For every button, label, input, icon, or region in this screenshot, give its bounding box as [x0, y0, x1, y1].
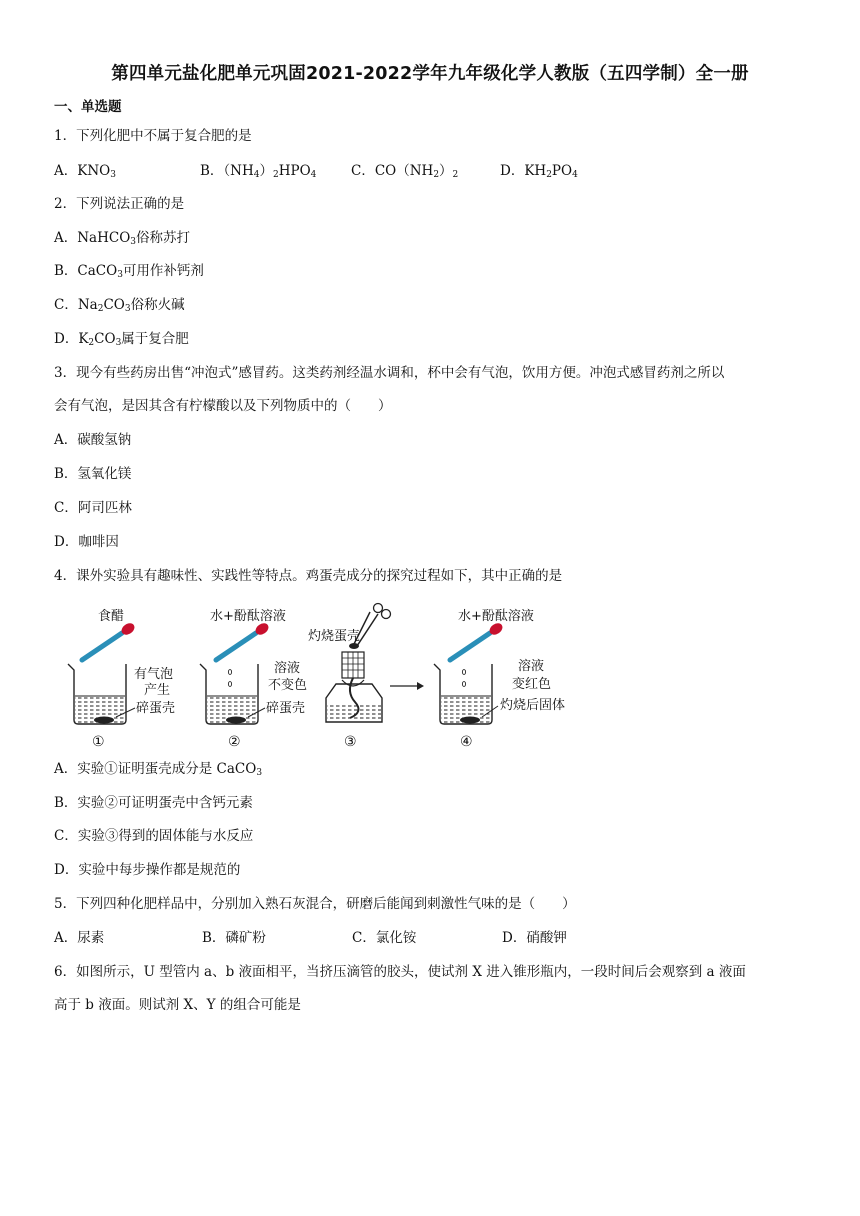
- experiment-diagram: [60, 596, 600, 756]
- q1-option-a: A．$KNO_3$: [54, 163, 116, 180]
- experiment-figure: [60, 596, 600, 756]
- q1-option-b: B．$(NH_4)_2HPO_4$: [200, 163, 317, 180]
- fig-note-1a: 有气泡: [134, 667, 174, 682]
- q3-option-c: C．阿司匹林: [54, 500, 132, 516]
- fig-note-2c: 碎蛋壳: [266, 701, 306, 716]
- fig-num-4: ④: [460, 734, 473, 750]
- q3-option-d: D．咖啡因: [54, 534, 119, 550]
- q2-option-b: B．CaCO$_3$可用作补钙剂: [54, 263, 204, 280]
- question-6-line-1: 6．如图所示，U 型管内 a、b 液面相平，当挤压滴管的胶头，使试剂 X 进入锥形瓶内，一段时间后会观察到 a 液面: [54, 964, 746, 980]
- beaker-4: [434, 608, 565, 750]
- fig-note-4c: 灼烧后固体: [500, 698, 566, 713]
- q4-option-c: C．实验③得到的固体能与水反应: [54, 828, 254, 844]
- question-3-line-2: 会有气泡，是因其含有柠檬酸以及下列物质中的（ ）: [54, 398, 392, 414]
- q2-option-d: D．$K_2CO_3$属于复合肥: [54, 331, 189, 348]
- fig-note-4a: 溶液: [518, 659, 545, 674]
- dropper-2: [216, 621, 271, 660]
- q3-option-a: A．碳酸氢钠: [54, 432, 132, 448]
- fig-note-4b: 变红色: [512, 677, 552, 692]
- fig-note-2a: 溶液: [274, 661, 301, 676]
- q1-option-c: C．$CO(NH_2)_2$: [351, 163, 459, 180]
- dropper-1: [82, 621, 137, 660]
- question-3-line-1: 3．现今有些药房出售“冲泡式”感冒药。这类药剂经温水调和，杯中会有气泡，饮用方便。冲泡式感冒药剂之所以: [54, 365, 725, 381]
- burning-setup-3: [308, 604, 391, 751]
- q4-option-a: A．实验①证明蛋壳成分是 CaCO$_3$: [54, 761, 263, 778]
- question-1-stem: 1．下列化肥中不属于复合肥的是: [54, 128, 252, 144]
- q4-option-d: D．实验中每步操作都是规范的: [54, 862, 241, 878]
- fig-label-3: 灼烧蛋壳: [308, 629, 361, 644]
- beaker-1: [68, 608, 175, 750]
- arrow-icon: [390, 682, 424, 690]
- dropper-4: [450, 621, 505, 660]
- fig-label-1: 食醋: [98, 609, 125, 624]
- fig-note-1b: 产生: [144, 683, 171, 698]
- question-6-line-2: 高于 b 液面。则试剂 X、Y 的组合可能是: [54, 997, 301, 1013]
- q5-option-a: A．尿素: [54, 930, 105, 946]
- q5-option-c: C．氯化铵: [352, 930, 417, 946]
- q5-option-b: B．磷矿粉: [202, 930, 266, 946]
- q4-option-b: B．实验②可证明蛋壳中含钙元素: [54, 795, 253, 811]
- q2-option-c: C．$Na_2CO_3$俗称火碱: [54, 297, 185, 314]
- fig-label-2: 水+酚酞溶液: [210, 609, 286, 624]
- fig-note-2b: 不变色: [268, 678, 308, 693]
- fig-num-3: ③: [344, 734, 357, 750]
- fig-num-1: ①: [92, 734, 105, 750]
- question-2-stem: 2．下列说法正确的是: [54, 196, 185, 212]
- q5-option-d: D．硝酸钾: [502, 930, 567, 946]
- q3-option-b: B．氢氧化镁: [54, 466, 132, 482]
- section-heading: 一、单选题: [54, 99, 122, 115]
- fig-note-1c: 碎蛋壳: [136, 701, 176, 716]
- q2-option-a: A．NaHCO$_3$俗称苏打: [54, 230, 191, 247]
- page-title: 第四单元盐化肥单元巩固2021-2022学年九年级化学人教版（五四学制）全一册: [111, 64, 749, 84]
- q1-option-d: D．$KH_2PO_4$: [500, 163, 578, 180]
- fig-label-4: 水+酚酞溶液: [458, 609, 534, 624]
- fig-num-2: ②: [228, 734, 241, 750]
- beaker-2: [200, 608, 307, 750]
- question-4-stem: 4．课外实验具有趣味性、实践性等特点。鸡蛋壳成分的探究过程如下，其中正确的是: [54, 568, 563, 584]
- question-5-stem: 5．下列四种化肥样品中，分别加入熟石灰混合，研磨后能闻到刺激性气味的是（ ）: [54, 896, 576, 912]
